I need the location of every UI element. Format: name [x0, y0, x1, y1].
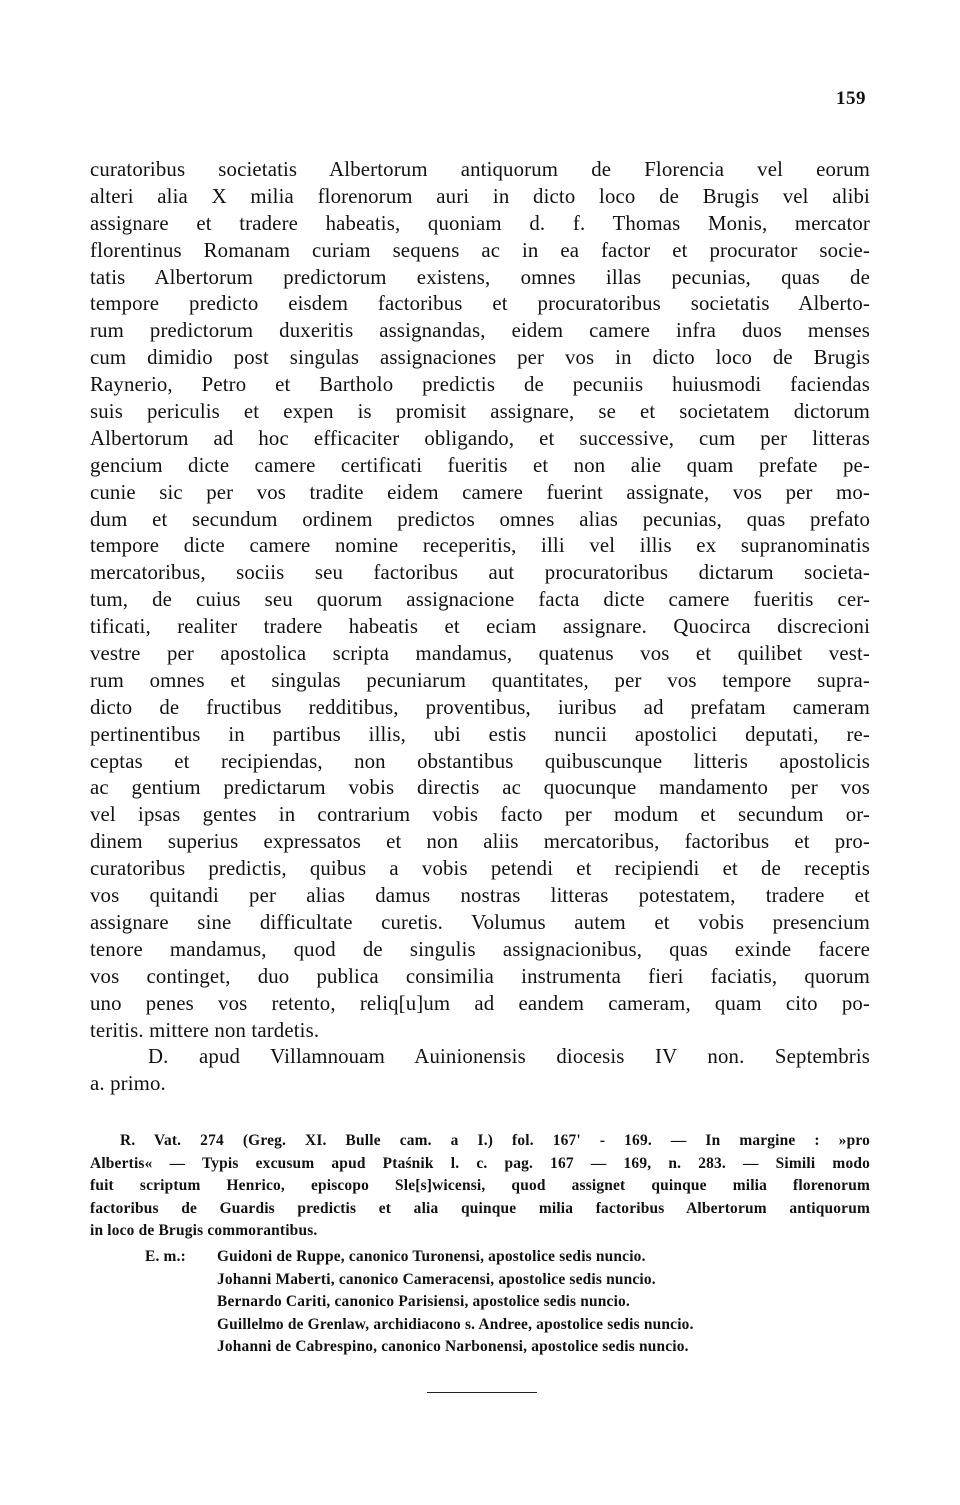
page-number: 159: [836, 88, 866, 109]
addressee: Bernardo Cariti, canonico Parisiensi, apostolice sedis nuncio.: [217, 1293, 630, 1311]
closing-rule: [427, 1392, 537, 1393]
text-line: ac gentium predictarum vobis directis ac quocunque mandamento per vos: [90, 776, 870, 800]
text-line: uno penes vos retento, reliq[u]um ad eandem cameram, quam cito po-: [90, 991, 870, 1015]
text-line: gencium dicte camere certificati fueritis et non alie quam prefate pe-: [90, 453, 870, 477]
text-line: Albertorum ad hoc efficaciter obligando, et successive, cum per litteras: [90, 426, 870, 450]
text-line: tenore mandamus, quod de singulis assignacionibus, quas exinde facere: [90, 937, 870, 961]
text-line: tum, de cuius seu quorum assignacione facta dicte camere fueritis cer-: [90, 588, 870, 612]
note-line: Albertis« — Typis excusum apud Ptaśnik l. c. pag. 167 — 169, n. 283. — Simili modo: [90, 1154, 870, 1172]
addressee: Johanni de Cabrespino, canonico Narbonensi, apostolice sedis nuncio.: [217, 1338, 689, 1356]
text-line: florentinus Romanam curiam sequens ac in ea factor et procurator socie-: [90, 238, 870, 262]
note-line: factoribus de Guardis predictis et alia quinque milia factoribus Albertorum antiquorum: [90, 1199, 870, 1217]
text-line: vos quitandi per alias damus nostras litteras potestatem, tradere et: [90, 884, 870, 908]
text-line: alteri alia X milia florenorum auri in dicto loco de Brugis vel alibi: [90, 184, 870, 208]
dating-clause: D. apud Villamnouam Auinionensis diocesis IV non. Septembris: [148, 1045, 870, 1069]
addressee-label: E. m.:: [145, 1248, 186, 1265]
text-line: tempore dicte camere nomine receperitis, illi vel illis ex supranominatis: [90, 534, 870, 558]
text-line: vel ipsas gentes in contrarium vobis facto per modum et secundum or-: [90, 803, 870, 827]
text-line: cum dimidio post singulas assignaciones per vos in dicto loco de Brugis: [90, 346, 870, 370]
addressee: Guidoni de Ruppe, canonico Turonensi, apostolice sedis nuncio.: [217, 1248, 646, 1265]
text-line: dicto de fructibus redditibus, proventibus, iuribus ad prefatam cameram: [90, 695, 870, 719]
main-text: [90, 157, 870, 1098]
text-line: vos continget, duo publica consimilia instrumenta fieri faciatis, quorum: [90, 964, 870, 988]
note-line: fuit scriptum Henrico, episcopo Sle[s]wicensi, quod assignet quinque milia florenorum: [90, 1177, 870, 1195]
addressee-row: [145, 1246, 885, 1269]
text-line: vestre per apostolica scripta mandamus, quatenus vos et quilibet vest-: [90, 642, 870, 666]
addressee: Guillelmo de Grenlaw, archidiacono s. Andree, apostolice sedis nuncio.: [217, 1315, 694, 1333]
text-line: curatoribus societatis Albertorum antiquorum de Florencia vel eorum: [90, 158, 870, 181]
text-line: assignare et tradere habeatis, quoniam d. f. Thomas Monis, mercator: [90, 211, 870, 235]
text-line: pertinentibus in partibus illis, ubi estis nuncii apostolici deputati, re-: [90, 722, 870, 746]
text-line: cunie sic per vos tradite eidem camere fuerint assignate, vos per mo-: [90, 480, 870, 504]
addressee-list: [145, 1246, 885, 1359]
text-line: suis periculis et expen is promisit assignare, se et societatem dictorum: [90, 400, 870, 424]
text-line: ceptas et recipiendas, non obstantibus quibuscunque litteris apostolicis: [90, 749, 870, 773]
text-line: Raynerio, Petro et Bartholo predictis de pecuniis huiusmodi faciendas: [90, 373, 870, 397]
addressee: Johanni Maberti, canonico Cameracensi, apostolice sedis nuncio.: [217, 1270, 656, 1288]
text-line: rum predictorum duxeritis assignandas, eidem camere infra duos menses: [90, 319, 870, 343]
apparatus-notes: [90, 1130, 870, 1243]
text-line: tificati, realiter tradere habeatis et eciam assignare. Quocirca discrecioni: [90, 615, 870, 639]
text-line: rum omnes et singulas pecuniarum quantitates, per vos tempore supra-: [90, 668, 870, 692]
text-line: dinem superius expressatos et non aliis mercatoribus, factoribus et pro-: [90, 830, 870, 854]
text-line: curatoribus predictis, quibus a vobis petendi et recipiendi et de receptis: [90, 857, 870, 881]
text-line: teritis. mittere non tardetis.: [90, 1018, 320, 1042]
note-line: R. Vat. 274 (Greg. XI. Bulle cam. a I.) fol. 167' - 169. — In margine : »pro: [120, 1132, 870, 1149]
text-line: assignare sine difficultate curetis. Volumus autem et vobis presencium: [90, 910, 870, 934]
text-line: tempore predicto eisdem factoribus et procuratoribus societatis Alberto-: [90, 292, 870, 316]
dating-clause-cont: a. primo.: [90, 1072, 166, 1096]
text-line: dum et secundum ordinem predictos omnes alias pecunias, quas prefato: [90, 507, 870, 531]
note-line: in loco de Brugis commorantibus.: [90, 1222, 318, 1240]
text-line: mercatoribus, sociis seu factoribus aut procuratoribus dictarum societa-: [90, 561, 870, 585]
text-line: tatis Albertorum predictorum existens, omnes illas pecunias, quas de: [90, 265, 870, 289]
